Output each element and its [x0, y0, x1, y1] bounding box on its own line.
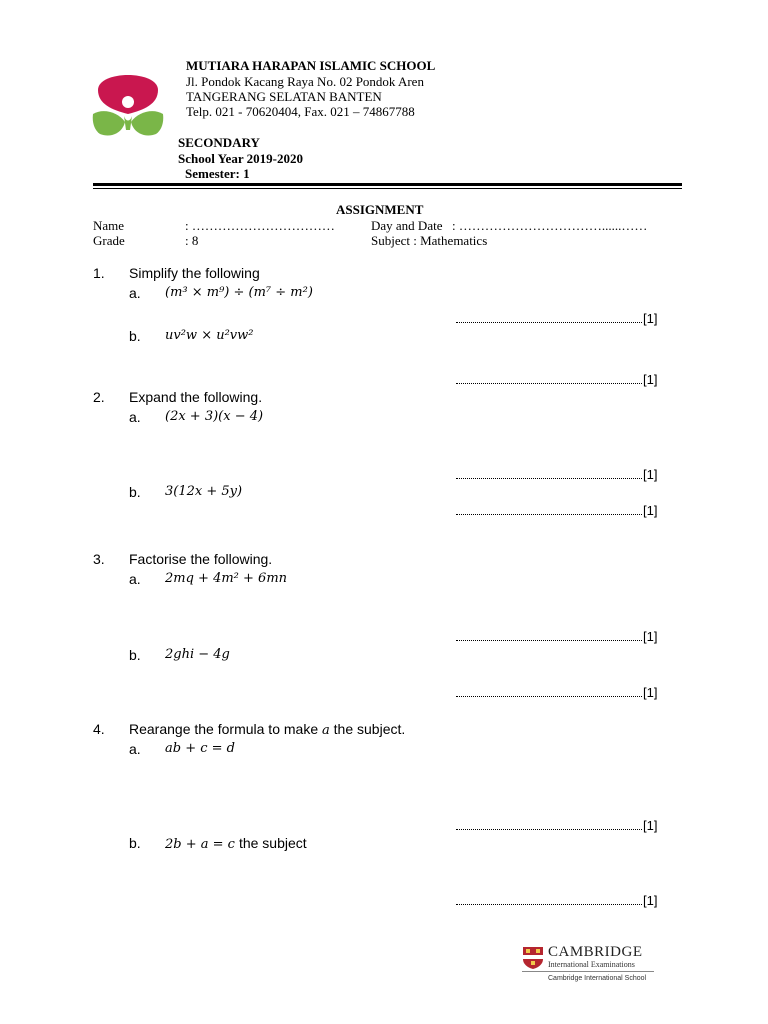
mark-allocation: [1] [643, 685, 658, 700]
math-expression-line [165, 835, 307, 853]
school-level: SECONDARY [178, 135, 260, 150]
part-label: a. [129, 571, 141, 587]
answer-line[interactable] [456, 311, 657, 326]
cambridge-brand: CAMBRIDGE [548, 944, 643, 960]
answer-line[interactable] [456, 893, 657, 908]
math-expression: 2mq + 4m² + 6mn [165, 571, 288, 586]
school-logo [88, 64, 168, 144]
part-label: a. [129, 741, 141, 757]
part-label: b. [129, 835, 141, 851]
school-address-line1: Jl. Pondok Kacang Raya No. 02 Pondok Aren [186, 74, 424, 89]
math-expression: (m³ × m⁹) ÷ (m⁷ ÷ m²) [165, 285, 313, 300]
grade-label: Grade [93, 233, 125, 248]
date-field: : ……………………………......…… [452, 218, 648, 233]
footer-divider [522, 971, 654, 972]
math-expression: 2b + a = c [165, 837, 235, 852]
question-number: 1. [93, 265, 105, 281]
math-expression: ab + c = d [165, 741, 235, 756]
question-text-start: Rearange the formula to make [129, 721, 319, 737]
part-label: b. [129, 328, 141, 344]
math-expression: 3(12x + 5y) [165, 484, 243, 499]
mark-allocation: [1] [643, 503, 658, 518]
math-expression: 2ghi − 4g [165, 647, 230, 662]
name-field: : …………………………… [185, 218, 335, 233]
expression-suffix: the subject [238, 835, 307, 851]
question-text: Expand the following. [129, 389, 263, 405]
mark-allocation: [1] [643, 311, 658, 326]
math-variable: a [322, 723, 330, 738]
school-address-line2: TANGERANG SELATAN BANTEN [186, 89, 382, 104]
shield-icon [522, 946, 544, 970]
cambridge-subtitle: International Examinations [548, 960, 635, 969]
answer-line[interactable] [456, 818, 657, 833]
document-title: ASSIGNMENT [336, 202, 424, 217]
mark-allocation: [1] [643, 467, 658, 482]
question-number: 2. [93, 389, 105, 405]
part-label: a. [129, 409, 141, 425]
part-label: b. [129, 484, 141, 500]
question-number: 3. [93, 551, 105, 567]
mark-allocation: [1] [643, 818, 658, 833]
question-number: 4. [93, 721, 105, 737]
question-text-end: the subject. [333, 721, 406, 737]
answer-line[interactable] [456, 372, 657, 387]
grade-value: : 8 [185, 233, 199, 248]
math-expression: uv²w × u²vw² [165, 328, 254, 343]
part-label: a. [129, 285, 141, 301]
answer-line[interactable] [456, 467, 657, 482]
mark-allocation: [1] [643, 893, 658, 908]
mark-allocation: [1] [643, 372, 658, 387]
answer-line[interactable] [456, 629, 657, 644]
cambridge-school-label: Cambridge International School [548, 975, 647, 982]
question-text: Simplify the following [129, 265, 260, 281]
cambridge-logo [522, 944, 654, 986]
question-text [129, 721, 405, 738]
mark-allocation: [1] [643, 629, 658, 644]
date-label: Day and Date [371, 218, 443, 233]
semester: Semester: 1 [185, 166, 250, 181]
school-year: School Year 2019-2020 [178, 151, 303, 166]
part-label: b. [129, 647, 141, 663]
header-rule-thin [93, 188, 682, 189]
school-contact: Telp. 021 - 70620404, Fax. 021 – 74867788 [186, 104, 415, 119]
question-text: Factorise the following. [129, 551, 273, 567]
math-expression: (2x + 3)(x − 4) [165, 409, 264, 424]
school-name: MUTIARA HARAPAN ISLAMIC SCHOOL [186, 58, 436, 73]
name-label: Name [93, 218, 125, 233]
header-rule-thick [93, 183, 682, 186]
answer-line[interactable] [456, 685, 657, 700]
subject-value: Subject : Mathematics [371, 233, 488, 248]
answer-line[interactable] [456, 503, 657, 518]
